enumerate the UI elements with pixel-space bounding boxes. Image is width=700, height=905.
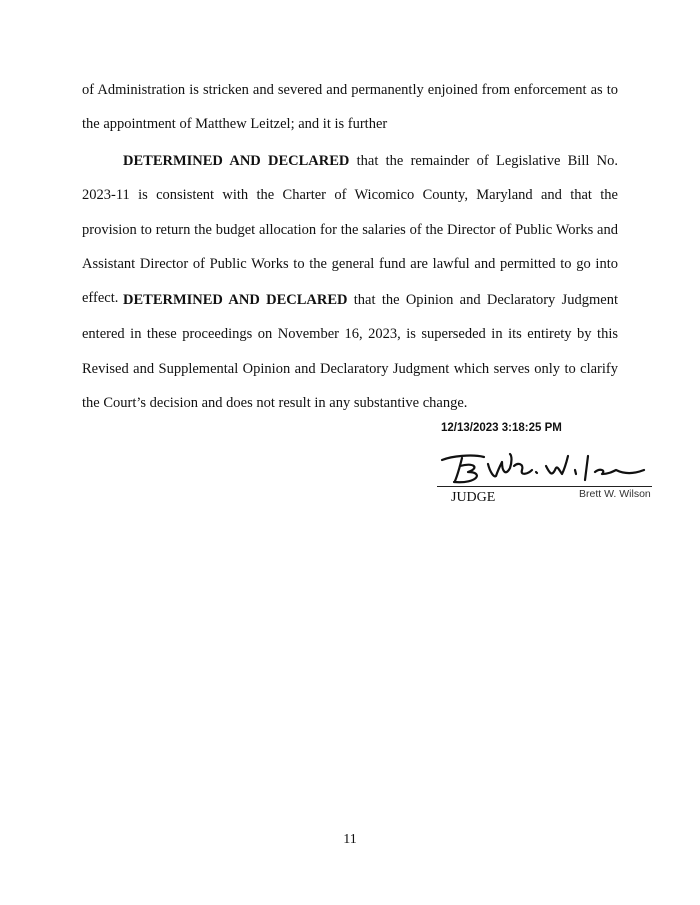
paragraph-text: that the Opinion and Declaratory Judgment entered in these proceedings on November 16, 2023, is superseded in its entirety by this Revised and Supplemental Opinion and Declaratory Judgment which serves only to clarify the Court’s decision and does not result in any substantive change.	[82, 292, 618, 411]
declaration-lead: DETERMINED AND DECLARED	[123, 153, 350, 169]
paragraph-text: of Administration is stricken and severed and permanently enjoined from enforcement as to the appointment of Matthew Leitzel; and it is further	[82, 82, 618, 133]
paragraph-body	[82, 283, 618, 420]
handwritten-signature	[438, 446, 648, 488]
signature-line	[437, 486, 652, 487]
judge-label: JUDGE	[451, 490, 496, 505]
page-number: 11	[343, 832, 357, 847]
paragraph-text: that the remainder of Legislative Bill No. 2023-11 is consistent with the Charter of Wicomico County, Maryland and that the provision to return the budget allocation for the salaries of the Director of Public Works and Assistant Director of Public Works to the general fund are lawful and permitted to go into effect.	[82, 153, 618, 307]
signature-timestamp: 12/13/2023 3:18:25 PM	[441, 422, 562, 434]
declaration-lead: DETERMINED AND DECLARED	[123, 292, 348, 308]
paragraph-declaration-supersede	[82, 283, 618, 420]
paragraph-continuation	[82, 73, 618, 142]
judge-name: Brett W. Wilson	[579, 488, 651, 500]
